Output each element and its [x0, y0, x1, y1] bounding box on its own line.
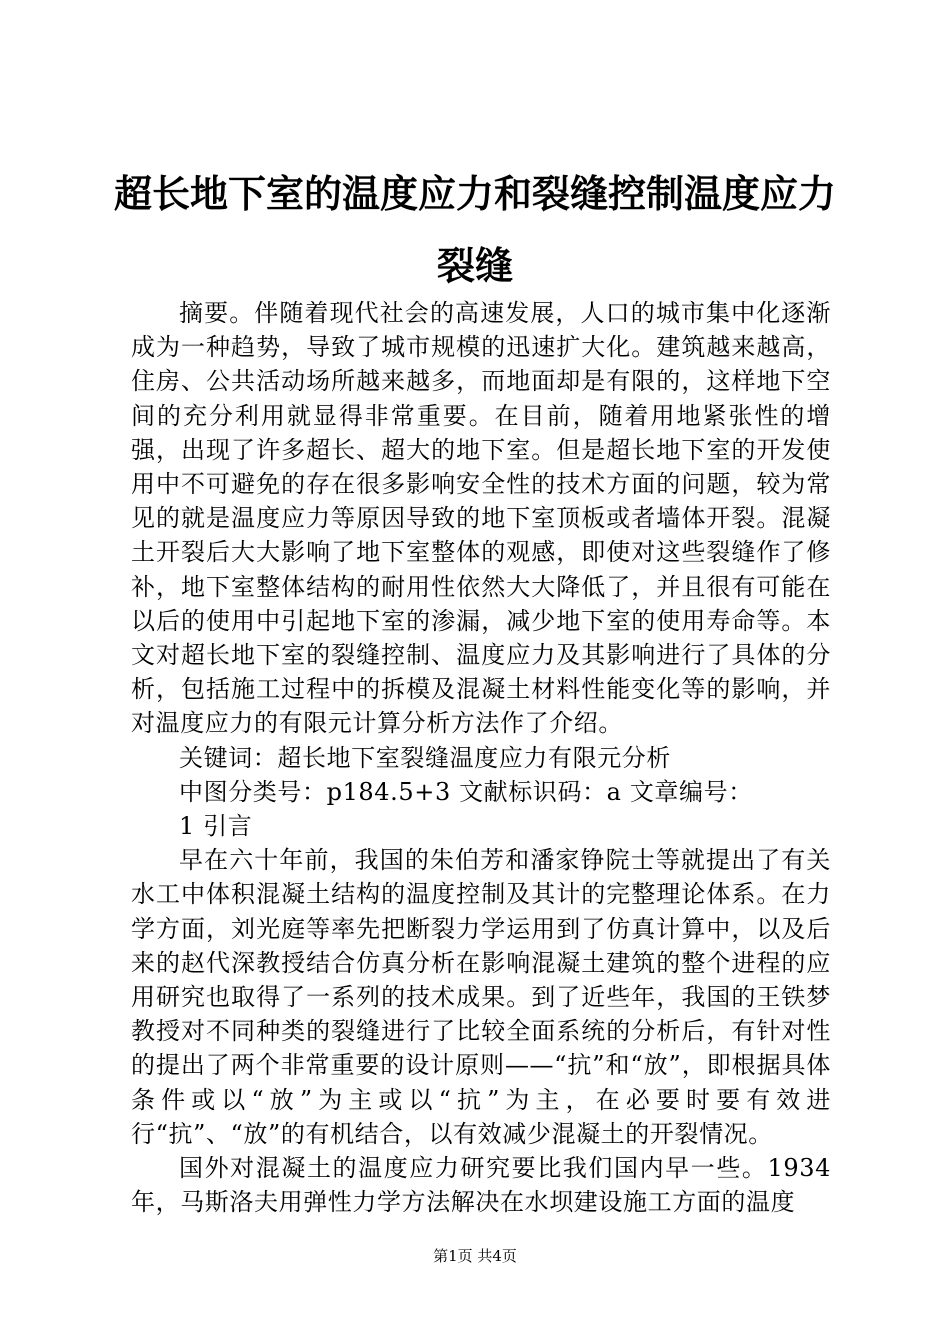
keywords-line: 关键词：超长地下室裂缝温度应力有限元分析: [179, 743, 671, 772]
classification-line: 中图分类号：p184.5+3 文献标识码：a 文章编号：: [179, 777, 753, 806]
abstract-paragraph: 摘要。伴随着现代社会的高速发展，人口的城市集中化逐渐成为一种趋势，导致了城市规模的迅速扩大化。建筑越来越高，住房、公共活动场所越来越多，而地面却是有限的，这样地下空间的充分利用就显得非常重要。在目前，随着用地紧张性的增强，出现了许多超长、超大的地下室。但是超长地下室的开发使用中不可避免的存在很多影响安全性的技术方面的问题，较为常见的就是温度应力等原因导致的地下室顶板或者墙体开裂。混凝土开裂后大大影响了地下室整体的观感，即使对这些裂缝作了修补，地下室整体结构的耐用性依然大大降低了，并且很有可能在以后的使用中引起地下室的渗漏，减少地下室的使用寿命等。本文对超长地下室的裂缝控制、温度应力及其影响进行了具体的分析，包括施工过程中的拆模及混凝土材料性能变化等的影响，并对温度应力的有限元计算分析方法作了介绍。: [131, 299, 831, 738]
page-footer: 第1页 共4页: [433, 1247, 517, 1265]
body-paragraph: 早在六十年前，我国的朱伯芳和潘家铮院士等就提出了有关水工中体积混凝土结构的温度控制及其计的完整理论体系。在力学方面，刘光庭等率先把断裂力学运用到了仿真计算中，以及后来的赵代深教授结合仿真分析在影响混凝土建筑的整个进程的应用研究也取得了一系列的技术成果。到了近些年，我国的王铁梦教授对不同种类的裂缝进行了比较全面系统的分析后，有针对性的提出了两个非常重要的设计原则——“抗”和“放”，即根据具体条件或以“放”为主或以“抗”为主，在必要时要有效进行“抗”、“放”的有机结合，以有效减少混凝土的开裂情况。: [131, 846, 831, 1148]
section-heading: 1 引言: [179, 812, 253, 841]
document-title: 超长地下室的温度应力和裂缝控制温度应力裂缝: [113, 171, 836, 288]
body-paragraph: 国外对混凝土的温度应力研究要比我们国内早一些。1934年，马斯洛夫用弹性力学方法解决在水坝建设施工方面的温度: [131, 1154, 831, 1217]
document-body: [131, 296, 831, 1219]
